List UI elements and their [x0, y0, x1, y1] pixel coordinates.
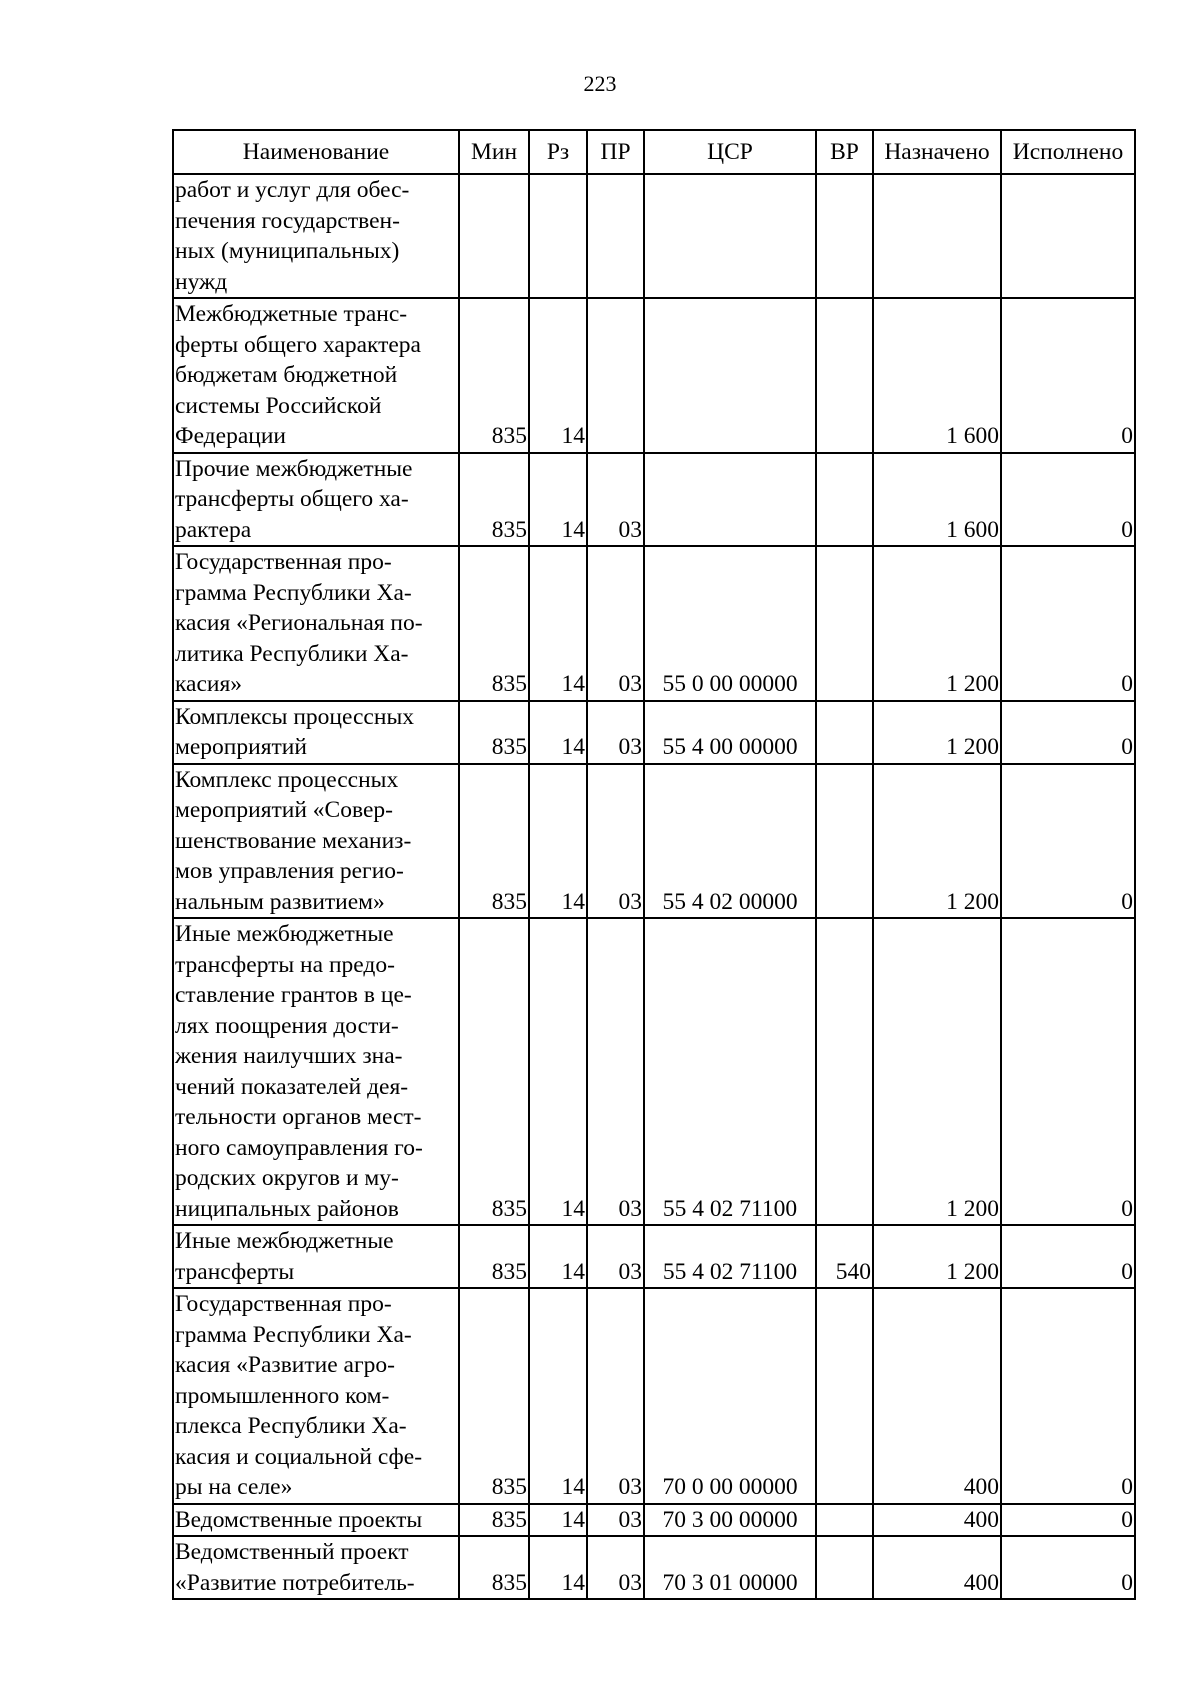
- name-line: родских округов и му-: [175, 1165, 399, 1191]
- cell-executed: 0: [1001, 764, 1135, 919]
- cell-assigned: 400: [873, 1288, 1001, 1504]
- table-row: [173, 918, 1135, 1225]
- cell-csr: [644, 453, 816, 547]
- name-line: Комплексы процессных: [175, 703, 414, 730]
- cell-csr: 55 4 02 00000: [644, 764, 816, 919]
- cell-executed: 0: [1001, 453, 1135, 547]
- cell-csr: [644, 298, 816, 453]
- cell-pr: 03: [587, 1225, 644, 1288]
- cell-vr: [816, 298, 873, 453]
- cell-rz: 14: [529, 546, 587, 701]
- cell-pr: [587, 174, 644, 298]
- cell-assigned: 400: [873, 1504, 1001, 1537]
- cell-pr: 03: [587, 918, 644, 1225]
- header-executed: Исполнено: [1001, 130, 1135, 174]
- cell-min: 835: [459, 1504, 529, 1537]
- name-line: мов управления регио-: [175, 858, 404, 884]
- table-row: [173, 764, 1135, 919]
- cell-assigned: 1 200: [873, 701, 1001, 764]
- cell-name: [173, 701, 459, 764]
- cell-assigned: [873, 174, 1001, 298]
- cell-min: 835: [459, 701, 529, 764]
- name-line: трансферты: [175, 1258, 295, 1285]
- cell-rz: 14: [529, 1536, 587, 1599]
- name-line: ных (муниципальных): [175, 238, 400, 264]
- table-row: [173, 701, 1135, 764]
- name-line: ферты общего характера: [175, 331, 421, 358]
- table-row: [173, 174, 1135, 298]
- cell-executed: 0: [1001, 546, 1135, 701]
- name-line: плекса Республики Ха-: [175, 1413, 407, 1439]
- cell-name: [173, 1536, 459, 1599]
- cell-executed: 0: [1001, 1536, 1135, 1599]
- name-line: ного самоуправления го-: [175, 1134, 423, 1161]
- table-row: [173, 1536, 1135, 1599]
- cell-executed: [1001, 174, 1135, 298]
- name-line: Государственная про-: [175, 1291, 392, 1317]
- cell-min: 835: [459, 1536, 529, 1599]
- header-rz: Рз: [529, 130, 587, 174]
- cell-name: [173, 453, 459, 547]
- name-line: грамма Республики Ха-: [175, 579, 412, 606]
- cell-pr: 03: [587, 1288, 644, 1504]
- name-line: Федерации: [175, 423, 286, 449]
- cell-vr: [816, 918, 873, 1225]
- cell-assigned: 1 200: [873, 546, 1001, 701]
- name-line: лях поощрения дости-: [175, 1012, 399, 1039]
- name-line: Прочие межбюджетные: [175, 455, 413, 482]
- page-number: 223: [583, 71, 617, 96]
- name-line: бюджетам бюджетной: [175, 362, 398, 388]
- cell-min: [459, 174, 529, 298]
- header-name: Наименование: [173, 130, 459, 174]
- cell-rz: [529, 174, 587, 298]
- table-row: [173, 1504, 1135, 1537]
- cell-vr: 540: [816, 1225, 873, 1288]
- name-line: Государственная про-: [175, 549, 392, 575]
- name-line: ставление грантов в це-: [175, 982, 412, 1008]
- cell-pr: [587, 298, 644, 453]
- name-line: чений показателей дея-: [175, 1073, 409, 1100]
- cell-vr: [816, 1504, 873, 1537]
- table-header-row: [173, 130, 1135, 174]
- name-line: жения наилучших зна-: [175, 1043, 403, 1069]
- name-line: рактера: [175, 516, 252, 543]
- name-line: Межбюджетные транс-: [175, 301, 408, 327]
- cell-csr: 55 4 02 71100: [644, 1225, 816, 1288]
- name-line: Иные межбюджетные: [175, 921, 394, 947]
- name-line: грамма Республики Ха-: [175, 1321, 412, 1348]
- cell-assigned: 1 200: [873, 764, 1001, 919]
- cell-assigned: 1 600: [873, 298, 1001, 453]
- cell-rz: 14: [529, 1504, 587, 1537]
- header-min: Мин: [459, 130, 529, 174]
- cell-name: [173, 174, 459, 298]
- cell-executed: 0: [1001, 701, 1135, 764]
- name-line: «Развитие потребитель-: [175, 1569, 415, 1596]
- name-line: касия «Региональная по-: [175, 610, 423, 636]
- cell-rz: 14: [529, 1225, 587, 1288]
- name-line: трансферты на предо-: [175, 951, 395, 978]
- table-row: [173, 1288, 1135, 1504]
- name-line: Комплекс процессных: [175, 766, 399, 793]
- cell-executed: 0: [1001, 918, 1135, 1225]
- header-pr: ПР: [587, 130, 644, 174]
- name-line: трансферты общего ха-: [175, 486, 409, 512]
- cell-vr: [816, 764, 873, 919]
- cell-csr: 70 3 00 00000: [644, 1504, 816, 1537]
- table-row: [173, 453, 1135, 547]
- cell-assigned: 1 600: [873, 453, 1001, 547]
- cell-vr: [816, 1288, 873, 1504]
- cell-assigned: 400: [873, 1536, 1001, 1599]
- name-line: работ и услуг для обес-: [175, 177, 410, 203]
- name-line: ры на селе»: [175, 1474, 293, 1500]
- cell-csr: [644, 174, 816, 298]
- cell-pr: 03: [587, 701, 644, 764]
- cell-rz: 14: [529, 1288, 587, 1504]
- cell-csr: 70 3 01 00000: [644, 1536, 816, 1599]
- cell-csr: 55 4 00 00000: [644, 701, 816, 764]
- cell-min: 835: [459, 1288, 529, 1504]
- cell-min: 835: [459, 298, 529, 453]
- name-line: системы Российской: [175, 392, 382, 419]
- cell-pr: 03: [587, 546, 644, 701]
- name-line: мероприятий: [175, 734, 307, 760]
- cell-executed: 0: [1001, 298, 1135, 453]
- cell-name: [173, 1288, 459, 1504]
- cell-min: 835: [459, 764, 529, 919]
- header-assigned: Назначено: [873, 130, 1001, 174]
- cell-vr: [816, 701, 873, 764]
- cell-pr: 03: [587, 1536, 644, 1599]
- cell-pr: 03: [587, 453, 644, 547]
- header-vr: ВР: [816, 130, 873, 174]
- table-row: [173, 298, 1135, 453]
- cell-min: 835: [459, 918, 529, 1225]
- name-line: тельности органов мест-: [175, 1104, 422, 1130]
- cell-assigned: 1 200: [873, 918, 1001, 1225]
- cell-name: [173, 546, 459, 701]
- table-row: [173, 546, 1135, 701]
- cell-csr: 55 0 00 00000: [644, 546, 816, 701]
- cell-rz: 14: [529, 764, 587, 919]
- cell-min: 835: [459, 546, 529, 701]
- name-line: касия «Развитие агро-: [175, 1352, 395, 1378]
- table-body: [173, 174, 1135, 1599]
- cell-vr: [816, 546, 873, 701]
- cell-name: [173, 1504, 459, 1537]
- cell-name: [173, 764, 459, 919]
- name-line: ниципальных районов: [175, 1195, 399, 1222]
- cell-assigned: 1 200: [873, 1225, 1001, 1288]
- cell-executed: 0: [1001, 1225, 1135, 1288]
- name-line: мероприятий «Совер-: [175, 797, 393, 823]
- name-line: промышленного ком-: [175, 1382, 390, 1409]
- cell-rz: 14: [529, 453, 587, 547]
- cell-name: [173, 918, 459, 1225]
- cell-executed: 0: [1001, 1288, 1135, 1504]
- cell-csr: 70 0 00 00000: [644, 1288, 816, 1504]
- cell-vr: [816, 453, 873, 547]
- name-line: касия»: [175, 671, 243, 697]
- name-line: Ведомственный проект: [175, 1539, 409, 1565]
- cell-min: 835: [459, 453, 529, 547]
- name-line: шенствование механиз-: [175, 827, 412, 854]
- cell-pr: 03: [587, 1504, 644, 1537]
- cell-min: 835: [459, 1225, 529, 1288]
- cell-name: [173, 1225, 459, 1288]
- name-line: нальным развитием»: [175, 888, 385, 915]
- table-row: [173, 1225, 1135, 1288]
- cell-vr: [816, 174, 873, 298]
- budget-table: [172, 129, 1136, 1600]
- name-line: нужд: [175, 268, 228, 295]
- cell-pr: 03: [587, 764, 644, 919]
- cell-csr: 55 4 02 71100: [644, 918, 816, 1225]
- cell-vr: [816, 1536, 873, 1599]
- name-line: Иные межбюджетные: [175, 1228, 394, 1254]
- name-line: Ведомственные проекты: [175, 1506, 423, 1533]
- name-line: касия и социальной сфе-: [175, 1443, 423, 1470]
- cell-name: [173, 298, 459, 453]
- cell-executed: 0: [1001, 1504, 1135, 1537]
- cell-rz: 14: [529, 918, 587, 1225]
- cell-rz: 14: [529, 298, 587, 453]
- header-csr: ЦСР: [644, 130, 816, 174]
- cell-rz: 14: [529, 701, 587, 764]
- name-line: литика Республики Ха-: [175, 640, 409, 667]
- name-line: печения государствен-: [175, 207, 400, 234]
